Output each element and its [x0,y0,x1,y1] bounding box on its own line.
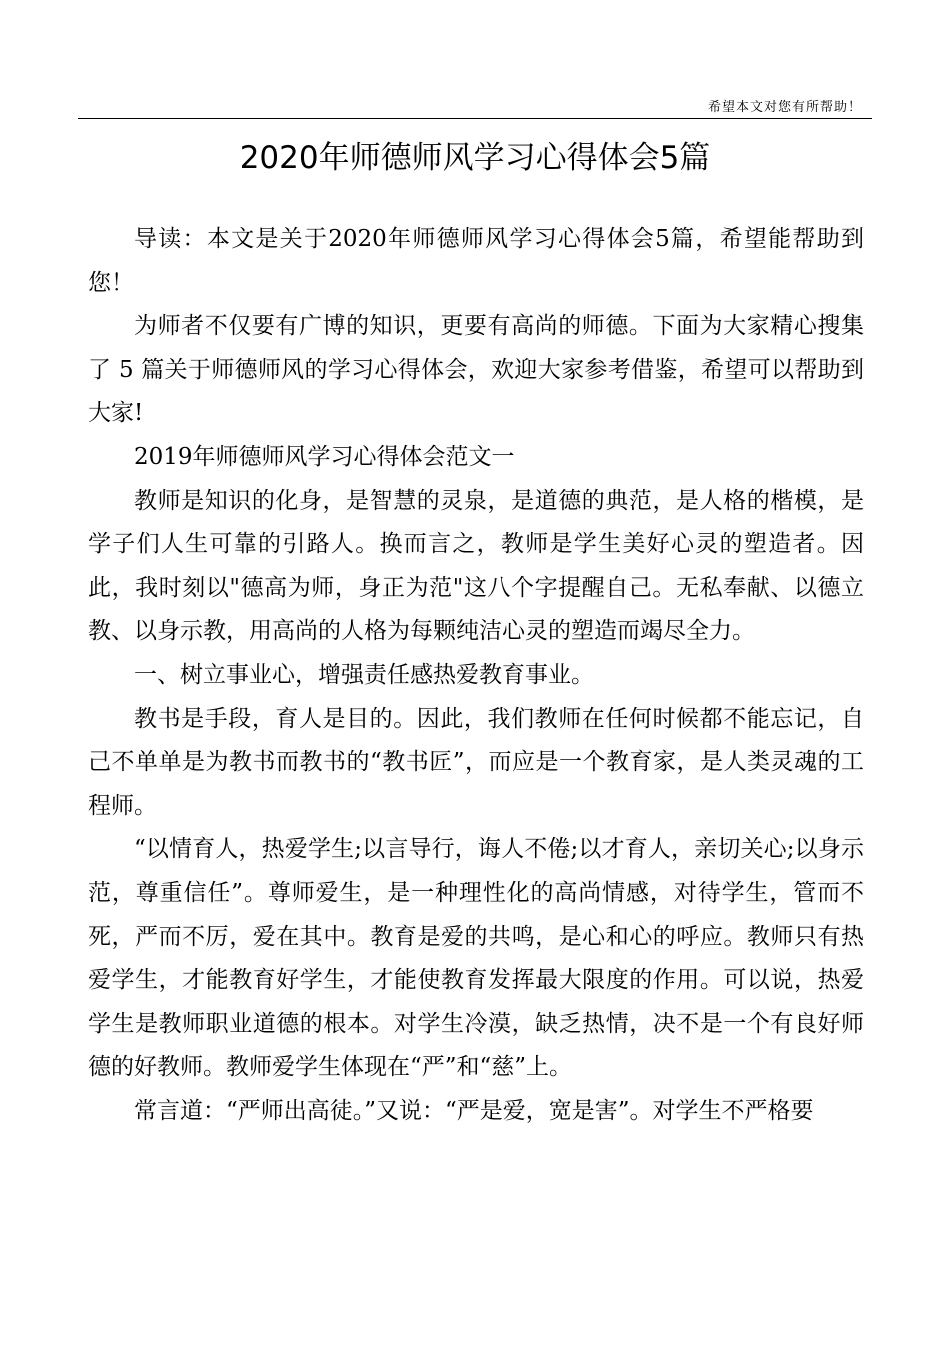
body-paragraph: 教书是手段，育人是目的。因此，我们教师在任何时候都不能忘记，自己不单单是为教书而教书的“教书匠”，而应是一个教育家，是人类灵魂的工程师。 [88,705,864,819]
document-title: 2020年师德师风学习心得体会5篇 [239,140,711,176]
body-paragraph: 教师是知识的化身，是智慧的灵泉，是道德的典范，是人格的楷模，是学子们人生可靠的引路人。换而言之，教师是学生美好心灵的塑造者。因此，我时刻以"德高为师，身正为范"这八个字提醒自己。无私奉献、以德立教、以身示教，用高尚的人格为每颗纯洁心灵的塑造而竭尽全力。 [88,487,864,645]
preface-paragraph: 为师者不仅要有广博的知识，更要有高尚的师德。下面为大家精心搜集了 5 篇关于师德师风的学习心得体会，欢迎大家参考借鉴，希望可以帮助到大家! [88,313,864,427]
body-paragraph: “以情育人，热爱学生;以言导行，诲人不倦;以才育人，亲切关心;以身示范，尊重信任”。尊师爱生，是一种理性化的高尚情感，对待学生，管而不死，严而不厉，爱在其中。教育是爱的共鸣，是心和心的呼应。教师只有热爱学生，才能教育好学生，才能使教育发挥最大限度的作用。可以说，热爱学生是教师职业道德的根本。对学生冷漠，缺乏热情，决不是一个有良好师德的好教师。教师爱学生体现在“严”和“慈”上。 [88,836,864,1081]
header-divider [78,118,872,119]
body-paragraph: 常言道：“严师出高徒。”又说：“严是爱，宽是害”。对学生不严格要 [134,1097,814,1124]
document-body [88,218,864,1133]
section-heading: 2019年师德师风学习心得体会范文一 [134,443,515,470]
header-note: 希望本文对您有所帮助！ [707,100,862,115]
intro-paragraph: 导读：本文是关于2020年师德师风学习心得体会5篇，希望能帮助到您！ [88,226,864,296]
subsection-heading: 一、树立事业心，增强责任感热爱教育事业。 [134,661,594,688]
